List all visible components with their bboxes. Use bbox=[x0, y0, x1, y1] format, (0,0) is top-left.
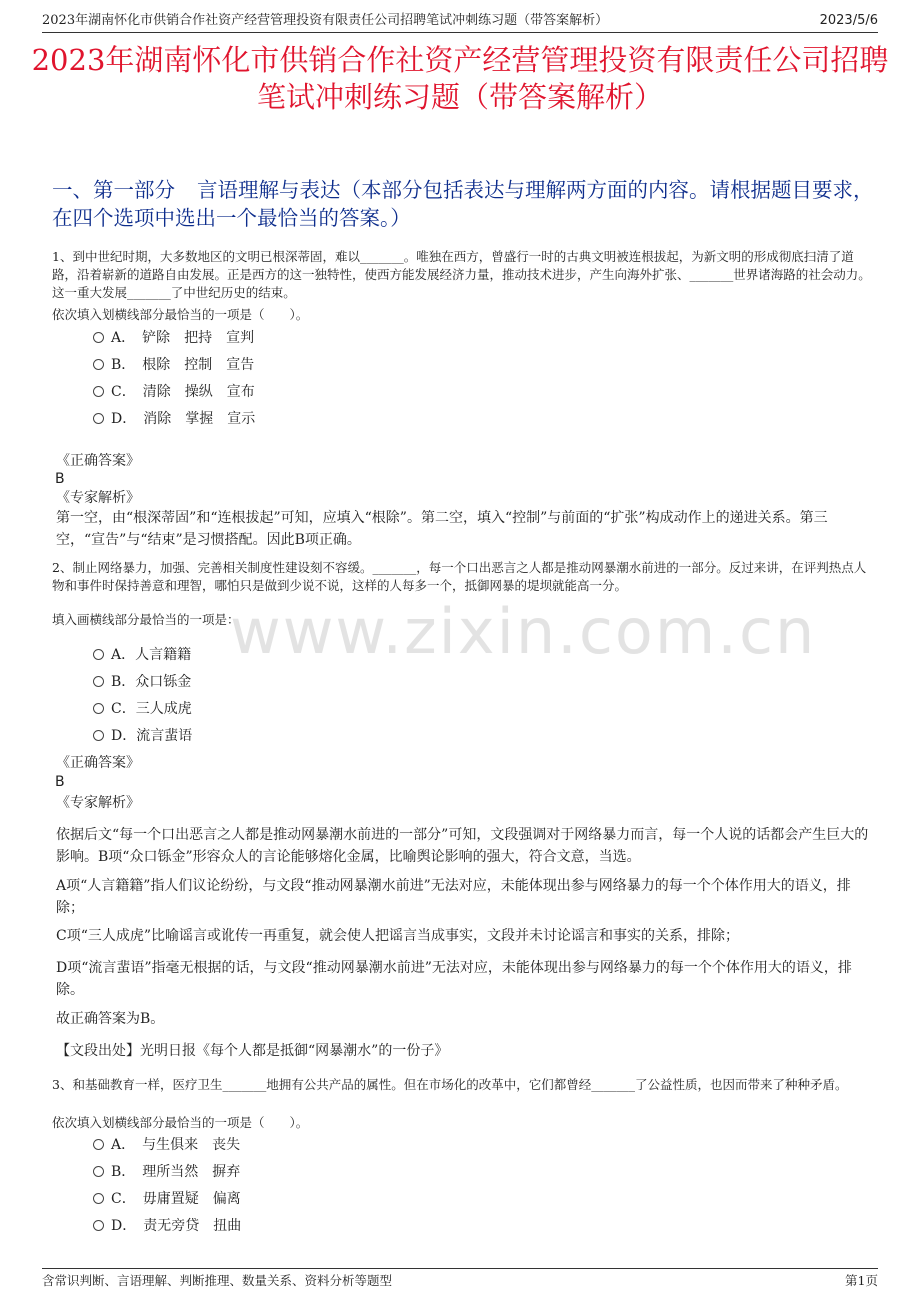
section-heading bbox=[52, 176, 880, 232]
radio-icon[interactable] bbox=[93, 413, 104, 424]
radio-icon[interactable] bbox=[93, 332, 104, 343]
question-3-prompt: 依次填入划横线部分最恰当的一项是（ ）。 bbox=[52, 1115, 309, 1130]
radio-icon[interactable] bbox=[93, 649, 104, 660]
radio-icon[interactable] bbox=[93, 359, 104, 370]
radio-icon[interactable] bbox=[93, 730, 104, 741]
question-1-analysis-label: 《专家解析》 bbox=[56, 490, 140, 506]
question-3-option-d[interactable]: D． 责无旁贷 扭曲 bbox=[93, 1216, 241, 1236]
watermark: www.zixin.com.cn bbox=[230, 595, 817, 668]
page-footer bbox=[42, 1268, 878, 1289]
question-2-analysis-paragraph: 依据后文“每一个口出恶言之人都是推动网暴潮水前进的一部分”可知，文段强调对于网络暴力而言，每一个人说的话都会产生巨大的影响。B项“众口铄金”形容众人的言论能够熔化金属，比喻舆论影响的强大，符合文意，当选。 bbox=[56, 827, 869, 865]
question-1-analysis: 第一空，由“根深蒂固”和“连根拔起”可知，应填入“根除”。第二空，填入“控制”与前面的“扩张”构成动作上的递进关系。第三空，“宣告”与“结束”是习惯搭配。因此B项正确。 bbox=[56, 510, 828, 548]
question-2-analysis-paragraph: A项“人言籍籍”指人们议论纷纷，与文段“推动网暴潮水前进”无法对应，未能体现出参与网络暴力的每一个个体作用大的语义，排除； bbox=[56, 878, 851, 916]
radio-icon[interactable] bbox=[93, 676, 104, 687]
question-2-option-b[interactable]: B．众口铄金 bbox=[93, 672, 191, 692]
question-1-option-b[interactable]: B． 根除 控制 宣告 bbox=[93, 355, 254, 375]
question-1-answer: B bbox=[55, 471, 65, 487]
question-2-answer-label: 《正确答案》 bbox=[56, 755, 140, 771]
question-2-answer: B bbox=[55, 774, 65, 790]
question-1-prompt: 依次填入划横线部分最恰当的一项是（ ）。 bbox=[52, 307, 309, 322]
footer-note: 含常识判断、言语理解、判断推理、数量关系、资料分析等题型 bbox=[42, 1273, 393, 1288]
header-date: 2023/5/6 bbox=[819, 13, 878, 28]
question-1-option-a[interactable]: A． 铲除 把持 宣判 bbox=[93, 328, 254, 348]
question-3-stem: 3、和基础教育一样，医疗卫生_______地拥有公共产品的属性。但在市场化的改革中，它们都曾经_______了公益性质，也因而带来了种种矛盾。 bbox=[52, 1077, 848, 1092]
radio-icon[interactable] bbox=[93, 386, 104, 397]
page-header bbox=[42, 12, 878, 33]
question-2-stem: 2、制止网络暴力，加强、完善相关制度性建设刻不容缓。_______，每一个口出恶言之人都是推动网暴潮水前进的一部分。反过来讲，在评判热点人物和事件时保持善意和理智，哪怕只是做到少说不说，这样的人每多一个，抵御网暴的堤坝就能高一分。 bbox=[52, 560, 867, 593]
question-2-analysis-label: 《专家解析》 bbox=[56, 795, 140, 811]
question-2-prompt: 填入画横线部分最恰当的一项是： bbox=[52, 612, 240, 627]
question-2-analysis-paragraph: D项“流言蜚语”指毫无根据的话，与文段“推动网暴潮水前进”无法对应，未能体现出参与网络暴力的每一个个体作用大的语义，排除。 bbox=[56, 960, 852, 998]
question-3-option-c[interactable]: C． 毋庸置疑 偏离 bbox=[93, 1189, 241, 1209]
page-number: 第1页 bbox=[845, 1273, 878, 1288]
radio-icon[interactable] bbox=[93, 703, 104, 714]
question-3-option-b[interactable]: B． 理所当然 摒弃 bbox=[93, 1162, 240, 1182]
question-2-option-c[interactable]: C．三人成虎 bbox=[93, 699, 192, 719]
document-title: 2023年湖南怀化市供销合作社资产经营管理投资有限责任公司招聘笔试冲刺练习题（带答案解析） bbox=[31, 43, 889, 114]
question-1-stem: 1、到中世纪时期，大多数地区的文明已根深蒂固，难以_______。唯独在西方，曾盛行一时的古典文明被连根拔起，为新文明的形成彻底扫清了道路，沿着崭新的道路自由发展。正是西方的这一独特性，使西方能发展经济力量，推动技术进步，产生向海外扩张、_______世界诸海路的社会动力。这一重大发展_______了中世纪历史的结束。 bbox=[52, 249, 871, 300]
radio-icon[interactable] bbox=[93, 1166, 104, 1177]
question-2-option-d[interactable]: D．流言蜚语 bbox=[93, 726, 192, 746]
radio-icon[interactable] bbox=[93, 1139, 104, 1150]
question-2-source: 【文段出处】光明日报《每个人都是抵御“网暴潮水”的一份子》 bbox=[56, 1043, 449, 1059]
header-doc-title: 2023年湖南怀化市供销合作社资产经营管理投资有限责任公司招聘笔试冲刺练习题（带答案解析） bbox=[42, 13, 609, 28]
question-1-answer-label: 《正确答案》 bbox=[56, 453, 140, 469]
question-2-option-a[interactable]: A．人言籍籍 bbox=[93, 645, 191, 665]
section-description: 言语理解与表达（本部分包括表达与理解两方面的内容。请根据题目要求，在四个选项中选出一个最恰当的答案。） bbox=[52, 178, 874, 230]
section-part: 一、第一部分 bbox=[52, 178, 175, 202]
question-2-analysis-paragraph: C项“三人成虎”比喻谣言或讹传一再重复，就会使人把谣言当成事实，文段并未讨论谣言和事实的关系，排除； bbox=[56, 928, 740, 944]
question-1-option-c[interactable]: C． 清除 操纵 宣布 bbox=[93, 382, 255, 402]
question-3-option-a[interactable]: A． 与生俱来 丧失 bbox=[93, 1135, 240, 1155]
question-2-analysis-paragraph: 故正确答案为B。 bbox=[56, 1011, 165, 1027]
radio-icon[interactable] bbox=[93, 1220, 104, 1231]
radio-icon[interactable] bbox=[93, 1193, 104, 1204]
question-1-option-d[interactable]: D． 消除 掌握 宣示 bbox=[93, 409, 255, 429]
